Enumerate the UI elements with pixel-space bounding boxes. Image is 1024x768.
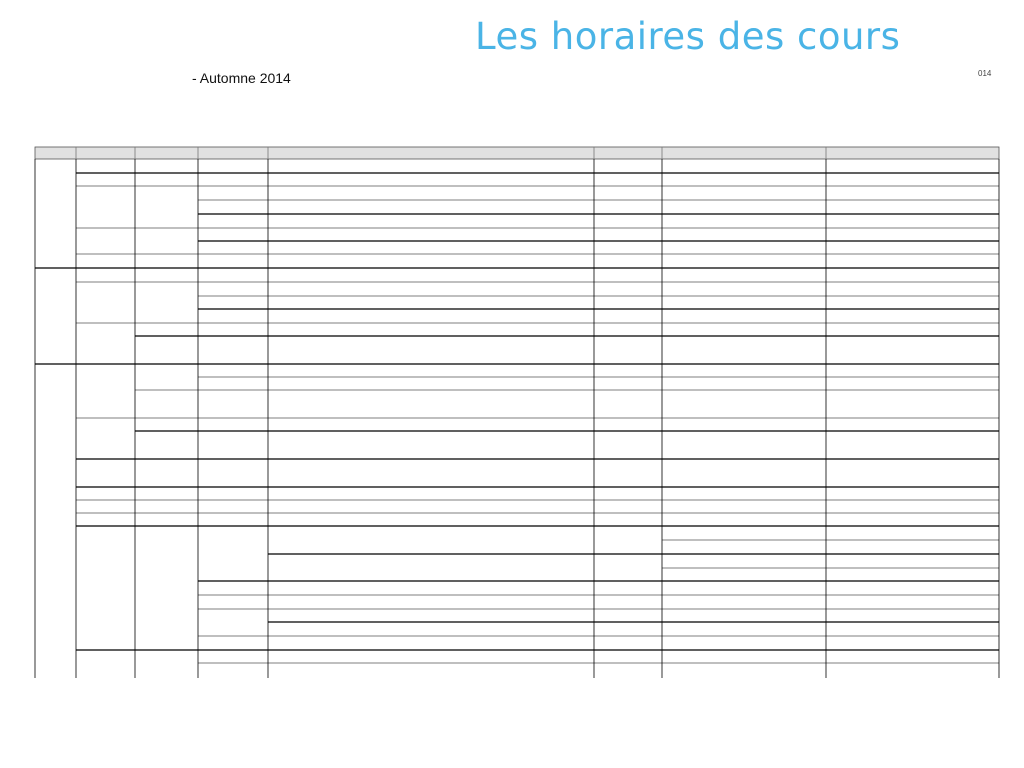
page-title: Les horaires des cours [475,15,901,58]
page-code: 014 [978,69,992,78]
table-header-row [35,147,999,159]
schedule-subtitle: - Automne 2014 [192,70,291,86]
table-grid [35,147,999,678]
